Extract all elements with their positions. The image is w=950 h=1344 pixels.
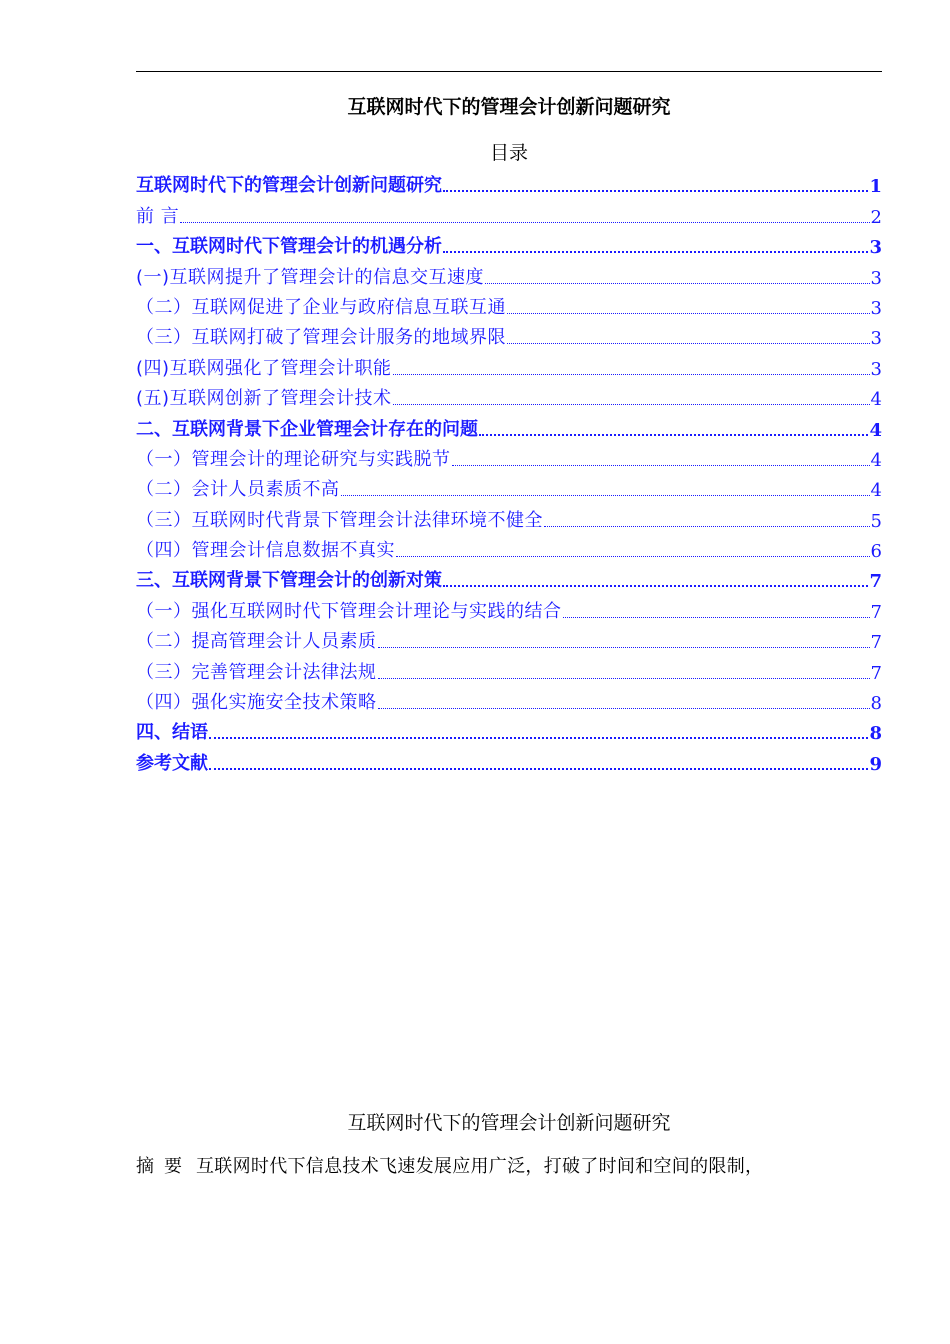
toc-dot-leader [209,768,868,770]
toc-entry-page: 3 [870,297,882,319]
toc-entry-label: 三、互联网背景下管理会计的创新对策 [136,570,442,592]
toc-entry-label: （二）提高管理会计人员素质 [136,631,377,653]
abstract-text: 互联网时代下信息技术飞速发展应用广泛，打破了时间和空间的限制， [196,1156,764,1177]
toc-dot-leader [507,343,870,344]
toc-entry-label: （一）管理会计的理论研究与实践脱节 [136,448,451,470]
toc-dot-leader [507,313,870,314]
toc-entry-label: （二）互联网促进了企业与政府信息互联互通 [136,296,506,318]
toc-dot-leader [341,495,870,496]
toc-entry-label: 二、互联网背景下企业管理会计存在的问题 [136,418,478,440]
toc-entry[interactable] [136,744,882,774]
toc-entry-label: 互联网时代下的管理会计创新问题研究 [136,175,442,197]
toc-dot-leader [396,556,870,557]
toc-entry-page: 7 [869,571,882,593]
toc-entry[interactable] [136,349,882,379]
toc-entry[interactable] [136,684,882,714]
toc-entry[interactable] [136,471,882,501]
abstract [136,1152,896,1178]
toc-entry[interactable] [136,197,882,227]
toc-entry[interactable] [136,501,882,531]
toc-entry-page: 2 [870,206,882,228]
toc-dot-leader [209,737,868,739]
toc-entry[interactable] [136,623,882,653]
toc-entry-page: 3 [870,328,882,350]
toc-entry-page: 1 [869,176,882,198]
toc-entry-label: （三）互联网时代背景下管理会计法律环境不健全 [136,509,543,531]
toc-entry[interactable] [136,714,882,744]
body-title: 互联网时代下的管理会计创新问题研究 [347,1112,671,1134]
toc-entry[interactable] [136,319,882,349]
toc-entry[interactable] [136,258,882,288]
toc-entry-page: 8 [870,693,882,715]
toc-dot-leader [485,283,870,284]
toc-entry-label: （四）强化实施安全技术策略 [136,692,377,714]
toc-entry-label: （四）管理会计信息数据不真实 [136,540,395,562]
header-rule [136,71,882,72]
toc-entry-page: 7 [870,662,882,684]
toc-entry-page: 4 [870,480,882,502]
toc-dot-leader [378,678,870,679]
toc-entry[interactable] [136,653,882,683]
toc-dot-leader [393,404,870,405]
toc-entry-label: (一)互联网提升了管理会计的信息交互速度 [136,266,485,288]
toc-entry[interactable] [136,410,882,440]
toc-entry-label: （三）完善管理会计法律法规 [136,661,377,683]
toc-entry-page: 9 [869,753,882,775]
document-title: 互联网时代下的管理会计创新问题研究 [347,96,671,118]
toc-entry-label: 参考文献 [136,752,208,774]
toc-entry-label: 四、结语 [136,722,208,744]
toc-entry[interactable] [136,532,882,562]
toc-entry-label: （三）互联网打破了管理会计服务的地域界限 [136,327,506,349]
toc-entry[interactable] [136,562,882,592]
toc-entry[interactable] [136,228,882,258]
table-of-contents [136,167,882,775]
toc-entry-page: 7 [870,632,882,654]
toc-entry-page: 4 [870,389,882,411]
toc-entry[interactable] [136,592,882,622]
toc-entry-page: 6 [870,541,882,563]
toc-entry-label: 前 言 [136,205,180,227]
toc-entry-page: 3 [869,237,882,259]
toc-entry[interactable] [136,289,882,319]
toc-dot-leader [443,585,868,587]
toc-dot-leader [378,708,870,709]
toc-dot-leader [452,465,870,466]
toc-entry[interactable] [136,380,882,410]
toc-dot-leader [479,434,868,436]
toc-dot-leader [443,251,868,253]
toc-dot-leader [544,526,870,527]
toc-dot-leader [563,617,870,618]
toc-dot-leader [443,190,868,192]
toc-entry-page: 3 [870,358,882,380]
toc-entry-page: 8 [869,723,882,745]
toc-entry-page: 4 [870,449,882,471]
toc-entry-page: 4 [869,419,882,441]
toc-entry-label: （一）强化互联网时代下管理会计理论与实践的结合 [136,600,562,622]
toc-entry-page: 5 [870,510,882,532]
toc-dot-leader [378,647,870,648]
abstract-label: 摘要 [136,1156,192,1177]
toc-entry-page: 3 [870,267,882,289]
toc-entry-label: 一、互联网时代下管理会计的机遇分析 [136,236,442,258]
toc-entry-label: （二）会计人员素质不高 [136,479,340,501]
toc-entry-label: (五)互联网创新了管理会计技术 [136,388,392,410]
toc-entry[interactable] [136,441,882,471]
toc-dot-leader [393,374,870,375]
toc-entry-label: (四)互联网强化了管理会计职能 [136,357,392,379]
toc-heading: 目录 [489,142,528,164]
toc-entry[interactable] [136,167,882,197]
toc-dot-leader [180,222,869,223]
toc-entry-page: 7 [870,601,882,623]
